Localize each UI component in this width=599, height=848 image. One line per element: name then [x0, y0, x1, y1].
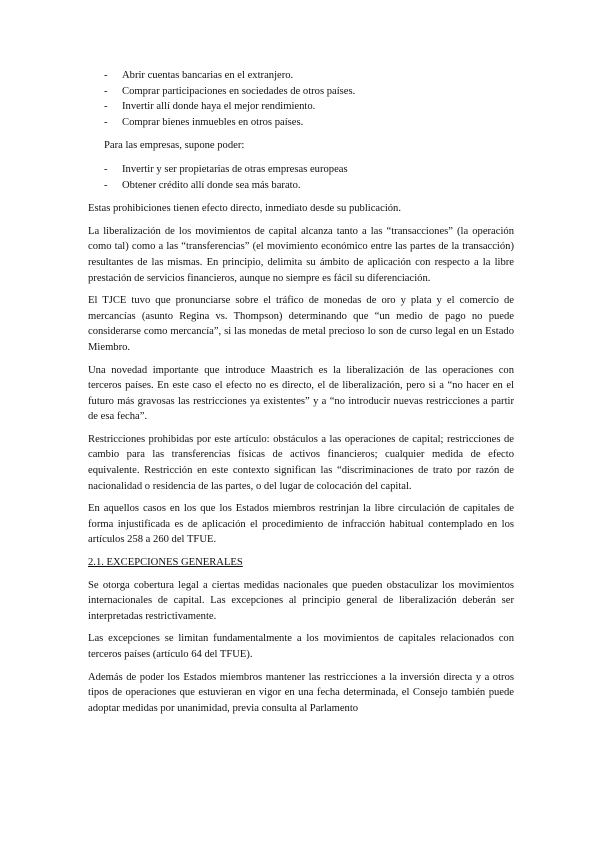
text-column: [88, 68, 514, 716]
section-heading: 2.1. EXCEPCIONES GENERALES: [88, 557, 243, 569]
list-item: - Abrir cuentas bancarias en el extranjero.: [104, 68, 514, 84]
company-rights-list: [88, 162, 514, 193]
paragraph: Se otorga cobertura legal a ciertas medidas nacionales que pueden obstaculizar los movimientos internacionales de capital. Las excepciones al principio general de liberalización deberán ser interpretadas restrictivamente.: [88, 579, 514, 622]
paragraph: La liberalización de los movimientos de capital alcanza tanto a las “transacciones” (la operación como tal) como a las “transferencias” (el movimiento económico entre las partes de la transacción) resultantes de las mismas. En principio, delimita su ámbito de aplicación con respecto a la libre prestación de servicios financieros, aunque no siempre es fácil su diferenciación.: [88, 225, 514, 284]
paragraph: Estas prohibiciones tienen efecto directo, inmediato desde su publicación.: [88, 203, 402, 215]
list-item: - Comprar bienes inmuebles en otros países.: [104, 115, 514, 131]
list-item: - Invertir allí donde haya el mejor rendimiento.: [104, 99, 514, 115]
paragraph: Una novedad importante que introduce Maastrich es la liberalización de las operaciones con terceros países. En este caso el efecto no es directo, el de liberalización, pero si a “no hacer en el futuro más gravosas las restricciones ya existentes” y a “no introducir nuevas restricciones a partir de esa fecha”.: [88, 364, 514, 423]
empresas-intro: Para las empresas, supone poder:: [104, 140, 245, 152]
list-item: - Comprar participaciones en sociedades de otros países.: [104, 84, 514, 100]
paragraph: Restricciones prohibidas por este artículo: obstáculos a las operaciones de capital; restricciones de cambio para las transferencias físicas de activos financieros; cualquier medida de efecto equivalente. Restricción en este contexto significan las “discriminaciones de trato por razón de nacionalidad o residencia de las partes, o del lugar de colocación del capital.: [88, 433, 514, 492]
paragraph: Además de poder los Estados miembros mantener las restricciones a la inversión directa y a otros tipos de operaciones que estuvieran en vigor en una fecha determinada, el Consejo también puede adoptar medidas por unanimidad, previa consulta al Parlamento: [88, 671, 514, 714]
personal-rights-list: [88, 68, 514, 130]
list-item: - Invertir y ser propietarias de otras empresas europeas: [104, 162, 514, 178]
paragraph: En aquellos casos en los que los Estados miembros restrinjan la libre circulación de capitales de forma injustificada es de aplicación el procedimiento de infracción habitual contemplado en los artículos 258 a 260 del TFUE.: [88, 503, 514, 546]
paragraph: Las excepciones se limitan fundamentalmente a los movimientos de capitales relacionados con terceros países (artículo 64 del TFUE).: [88, 633, 514, 660]
list-item: - Obtener crédito allí donde sea más barato.: [104, 178, 514, 194]
paragraph: El TJCE tuvo que pronunciarse sobre el tráfico de monedas de oro y plata y el comercio de mercancías (asunto Regina vs. Thompson) determinando que “un medio de pago no puede considerarse como mercancía”, si las monedas de metal precioso lo son de curso legal en un Estado Miembro.: [88, 295, 514, 353]
